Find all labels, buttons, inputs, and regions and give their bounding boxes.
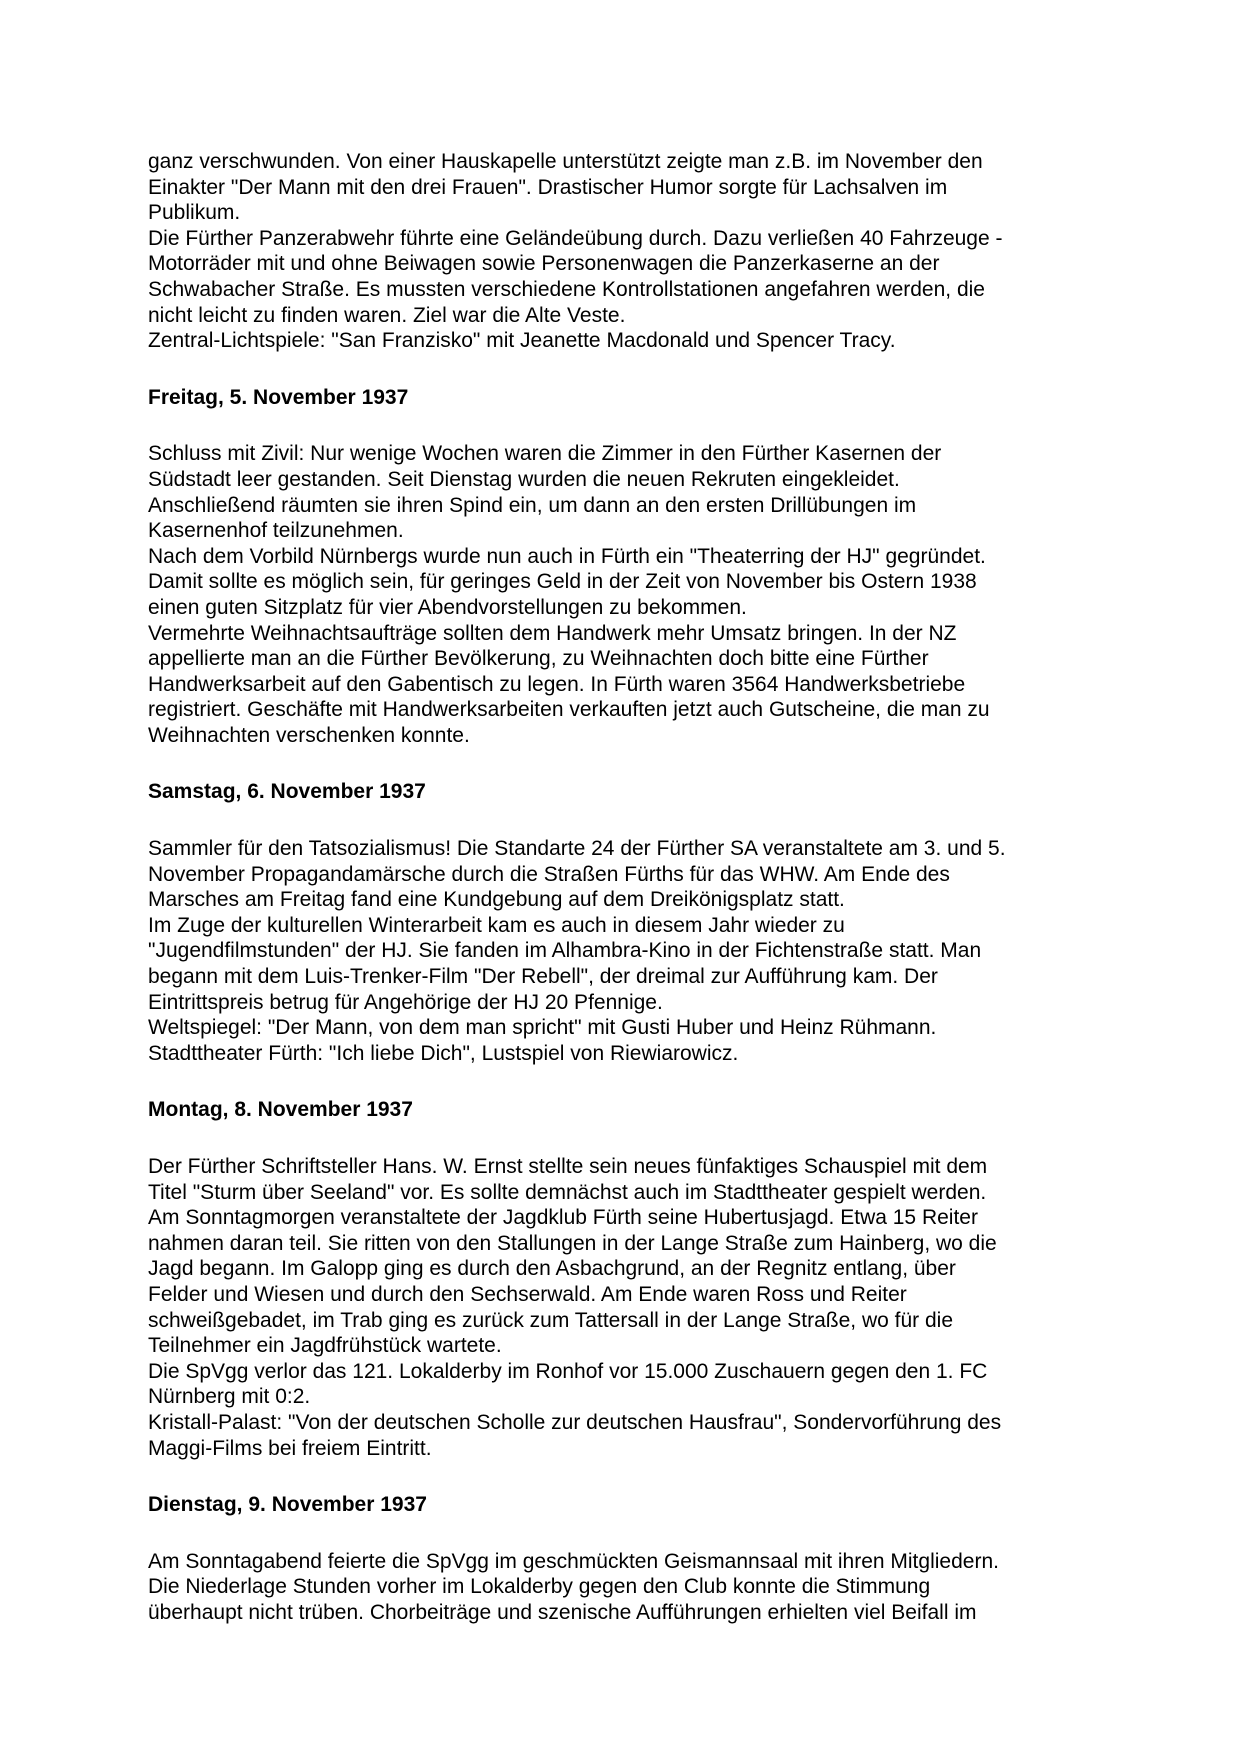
text-line: Kristall-Palast: "Von der deutschen Scholle zur deutschen Hausfrau", Sondervorführung des [148,1410,1002,1434]
date-heading: Freitag, 5. November 1937 [148,385,409,409]
text-line: "Jugendfilmstunden" der HJ. Sie fanden im Alhambra-Kino in der Fichtenstraße statt. Man [148,939,982,963]
text-line: Marsches am Freitag fand eine Kundgebung auf dem Dreikönigsplatz statt. [148,888,845,912]
text-line: November Propagandamärsche durch die Straßen Fürths für das WHW. Am Ende des [148,862,950,886]
text-line: appellierte man an die Fürther Bevölkerung, zu Weihnachten doch bitte eine Fürther [148,647,929,671]
text-line: Am Sonntagabend feierte die SpVgg im geschmückten Geismannsaal mit ihren Mitgliedern. [148,1549,999,1573]
date-heading: Samstag, 6. November 1937 [148,780,426,804]
text-line: Jagd begann. Im Galopp ging es durch den Asbachgrund, an der Regnitz entlang, über [148,1257,956,1281]
text-line: Publikum. [148,201,241,225]
text-line: Einakter "Der Mann mit den drei Frauen". Drastischer Humor sorgte für Lachsalven im [148,175,948,199]
text-line: überhaupt nicht trüben. Chorbeiträge und szenische Aufführungen erhielten viel Beifall im [148,1600,977,1624]
text-line: nicht leicht zu finden waren. Ziel war die Alte Veste. [148,303,626,327]
text-line: Zentral-Lichtspiele: "San Franzisko" mit Jeanette Macdonald und Spencer Tracy. [148,329,896,353]
date-heading: Dienstag, 9. November 1937 [148,1493,427,1517]
document-content [148,149,1108,1626]
text-line: registriert. Geschäfte mit Handwerksarbeiten verkauften jetzt auch Gutscheine, die man zu [148,698,990,722]
text-line: Sammler für den Tatsozialismus! Die Standarte 24 der Fürther SA veranstaltete am 3. und 5. [148,837,1006,861]
date-heading: Montag, 8. November 1937 [148,1098,413,1122]
text-line: Die Fürther Panzerabwehr führte eine Geländeübung durch. Dazu verließen 40 Fahrzeuge - [148,226,1003,250]
text-line: begann mit dem Luis-Trenker-Film "Der Rebell", der dreimal zur Aufführung kam. Der [148,965,938,989]
text-line: einen guten Sitzplatz für vier Abendvorstellungen zu bekommen. [148,595,747,619]
text-line: Weihnachten verschenken konnte. [148,723,470,747]
text-line: Nach dem Vorbild Nürnbergs wurde nun auch in Fürth ein "Theaterring der HJ" gegründet. [148,544,986,568]
text-line: Der Fürther Schriftsteller Hans. W. Ernst stellte sein neues fünfaktiges Schauspiel mit dem [148,1155,988,1178]
text-line: Motorräder mit und ohne Beiwagen sowie Personenwagen die Panzerkaserne an der [148,252,940,276]
text-line: Die Niederlage Stunden vorher im Lokalderby gegen den Club konnte die Stimmung [148,1575,931,1599]
paragraph [148,1154,1108,1461]
text-line: Handwerksarbeit auf den Gabentisch zu legen. In Fürth waren 3564 Handwerksbetriebe [148,672,966,696]
text-line: ganz verschwunden. Von einer Hauskapelle unterstützt zeigte man z.B. im November den [148,150,983,173]
text-line: Im Zuge der kulturellen Winterarbeit kam es auch in diesem Jahr wieder zu [148,913,845,937]
text-line: Maggi-Films bei freiem Eintritt. [148,1436,432,1460]
text-line: Weltspiegel: "Der Mann, von dem man spricht" mit Gusti Huber und Heinz Rühmann. [148,1016,937,1040]
text-line: Eintrittspreis betrug für Angehörige der HJ 20 Pfennige. [148,990,663,1014]
text-line: Am Sonntagmorgen veranstaltete der Jagdklub Fürth seine Hubertusjagd. Etwa 15 Reiter [148,1206,978,1230]
paragraph [148,1549,1108,1626]
text-line: Südstadt leer gestanden. Seit Dienstag wurden die neuen Rekruten eingekleidet. [148,467,900,491]
paragraph [148,441,1108,748]
text-line: nahmen daran teil. Sie ritten von den Stallungen in der Lange Straße zum Hainberg, wo die [148,1231,997,1255]
text-line: Kasernenhof teilzunehmen. [148,519,404,543]
text-line: Schwabacher Straße. Es mussten verschiedene Kontrollstationen angefahren werden, die [148,277,985,301]
text-line: Titel "Sturm über Seeland" vor. Es sollte demnächst auch im Stadttheater gespielt werden. [148,1180,987,1204]
text-line: Damit sollte es möglich sein, für geringes Geld in der Zeit von November bis Ostern 1938 [148,570,977,594]
text-line: Die SpVgg verlor das 121. Lokalderby im Ronhof vor 15.000 Zuschauern gegen den 1. FC [148,1359,988,1383]
text-line: Vermehrte Weihnachtsaufträge sollten dem Handwerk mehr Umsatz bringen. In der NZ [148,621,957,645]
text-line: Felder und Wiesen und durch den Sechserwald. Am Ende waren Ross und Reiter [148,1282,907,1306]
text-line: Anschließend räumten sie ihren Spind ein, um dann an den ersten Drillübungen im [148,493,917,517]
paragraph [148,836,1108,1066]
text-line: Nürnberg mit 0:2. [148,1385,311,1409]
paragraph [148,149,1108,354]
text-line: Teilnehmer ein Jagdfrühstück wartete. [148,1334,502,1358]
text-line: Stadttheater Fürth: "Ich liebe Dich", Lustspiel von Riewiarowicz. [148,1041,739,1065]
text-line: schweißgebadet, im Trab ging es zurück zum Tattersall in der Lange Straße, wo für die [148,1308,954,1332]
text-line: Schluss mit Zivil: Nur wenige Wochen waren die Zimmer in den Fürther Kasernen der [148,442,942,466]
